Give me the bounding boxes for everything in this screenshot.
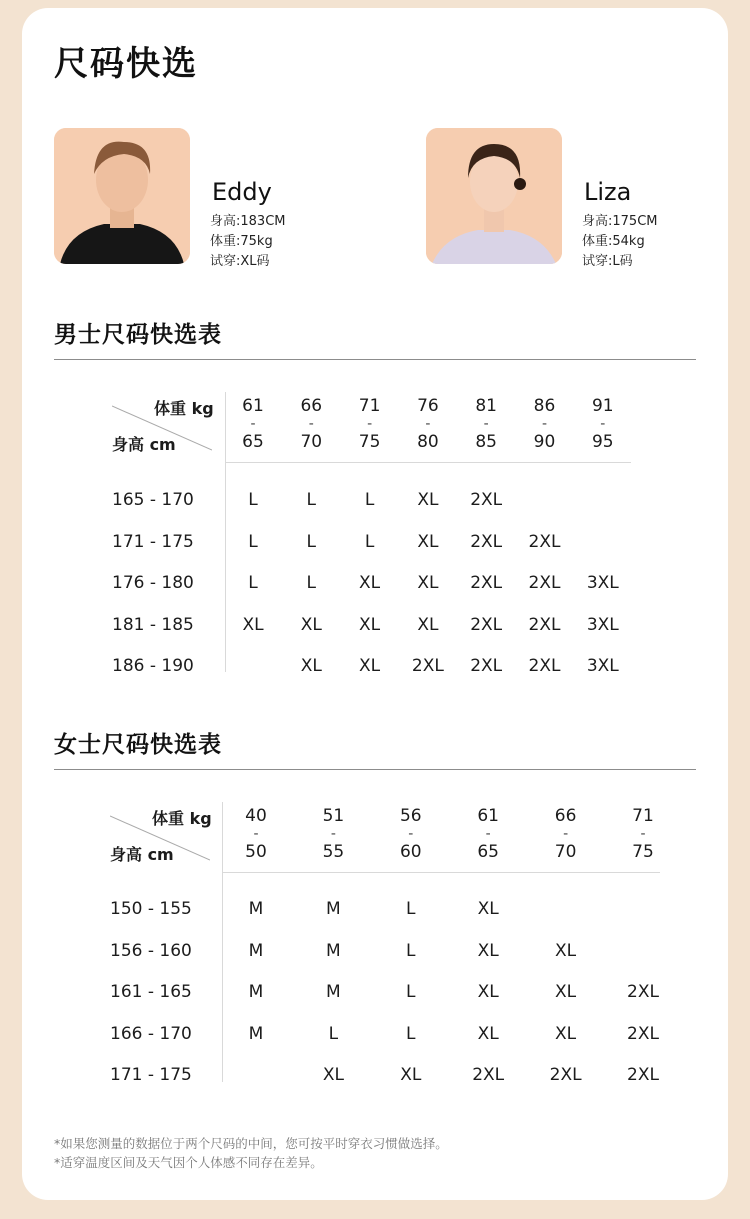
weight-range-to: 65 bbox=[242, 432, 264, 452]
height-range: 156 - 160 bbox=[110, 940, 192, 961]
table-vertical-divider bbox=[222, 802, 223, 1082]
size-cell: L bbox=[306, 531, 317, 552]
size-cell: XL bbox=[477, 899, 499, 919]
size-cell: L bbox=[248, 490, 258, 510]
weight-range-from: 40 bbox=[245, 806, 267, 826]
height-range: 176 - 180 bbox=[112, 573, 194, 594]
size-cell: M bbox=[248, 940, 264, 961]
model-name: Eddy bbox=[212, 178, 272, 206]
size-cell: L bbox=[306, 490, 317, 510]
size-cell: L bbox=[406, 940, 416, 961]
size-cell: XL bbox=[555, 940, 577, 961]
model-height: 身高:175CM bbox=[582, 214, 658, 229]
weight-range-dash: - bbox=[408, 826, 414, 842]
size-cell: 2XL bbox=[470, 614, 503, 635]
size-cell: 2XL bbox=[627, 1023, 659, 1044]
weight-range-from: 61 bbox=[242, 396, 264, 416]
size-cell: M bbox=[326, 982, 341, 1003]
size-cell: 2XL bbox=[549, 1065, 582, 1086]
size-cell: M bbox=[248, 982, 264, 1003]
men-section-divider bbox=[54, 359, 696, 360]
model-weight: 体重:75kg bbox=[210, 234, 273, 249]
size-cell: XL bbox=[417, 531, 439, 552]
size-cell: L bbox=[364, 531, 375, 552]
weight-axis-label: 体重 kg bbox=[152, 809, 212, 828]
weight-range-dash: - bbox=[425, 416, 431, 432]
weight-range-from: 56 bbox=[399, 806, 422, 826]
weight-range-to: 70 bbox=[300, 432, 323, 452]
size-cell: L bbox=[328, 1023, 339, 1044]
weight-range-dash: - bbox=[483, 416, 489, 432]
weight-range-to: 70 bbox=[554, 842, 577, 862]
size-cell: XL bbox=[359, 656, 381, 677]
footnote: *如果您测量的数据位于两个尺码的中间，您可按平时穿衣习惯做选择。 bbox=[54, 1136, 448, 1151]
weight-axis-label: 体重 kg bbox=[154, 399, 214, 418]
size-cell: M bbox=[326, 940, 341, 961]
height-range: 186 - 190 bbox=[112, 656, 194, 677]
size-cell: XL bbox=[417, 490, 439, 510]
table-vertical-divider bbox=[225, 392, 226, 672]
size-cell: XL bbox=[555, 1023, 577, 1044]
weight-range-dash: - bbox=[253, 826, 259, 842]
weight-range-dash: - bbox=[541, 416, 548, 432]
model-name: Liza bbox=[584, 178, 632, 206]
size-cell: XL bbox=[359, 614, 381, 635]
weight-range-from: 81 bbox=[475, 396, 498, 416]
footnote: *适穿温度区间及天气因个人体感不同存在差异。 bbox=[54, 1155, 323, 1170]
size-cell: 3XL bbox=[586, 656, 619, 677]
men-section-title: 男士尺码快选表 bbox=[54, 322, 222, 348]
size-cell: 2XL bbox=[470, 656, 503, 677]
size-cell: XL bbox=[555, 982, 577, 1003]
height-range: 165 - 170 bbox=[112, 490, 194, 510]
weight-range-to: 95 bbox=[591, 432, 614, 452]
weight-range-from: 66 bbox=[554, 806, 577, 826]
weight-range-to: 80 bbox=[417, 432, 439, 452]
weight-range-to: 90 bbox=[533, 432, 556, 452]
model-tried-size: 试穿:XL码 bbox=[210, 254, 270, 269]
size-cell: L bbox=[406, 899, 416, 919]
size-cell: 2XL bbox=[472, 1065, 505, 1086]
weight-range-to: 50 bbox=[245, 842, 267, 862]
weight-range-from: 86 bbox=[533, 396, 556, 416]
size-cell: 2XL bbox=[528, 573, 561, 594]
height-range: 171 - 175 bbox=[110, 1065, 192, 1086]
size-cell: XL bbox=[322, 1065, 344, 1086]
weight-range-dash: - bbox=[600, 416, 606, 432]
weight-range-to: 75 bbox=[358, 432, 381, 452]
height-axis-label: 身高 cm bbox=[110, 845, 174, 864]
model-photo-female bbox=[426, 128, 562, 264]
size-cell: XL bbox=[400, 1065, 422, 1086]
weight-range-from: 61 bbox=[477, 806, 500, 826]
size-cell: XL bbox=[417, 614, 439, 635]
size-cell: 2XL bbox=[470, 573, 503, 594]
size-cell: XL bbox=[300, 614, 322, 635]
size-cell: M bbox=[248, 899, 264, 919]
size-cell: L bbox=[364, 490, 375, 510]
size-cell: 3XL bbox=[586, 614, 619, 635]
weight-range-dash: - bbox=[367, 416, 373, 432]
model-weight: 体重:54kg bbox=[582, 234, 645, 249]
page-title: 尺码快选 bbox=[54, 44, 198, 84]
table-header-divider bbox=[225, 462, 631, 463]
size-cell: 2XL bbox=[470, 490, 503, 510]
women-section-divider bbox=[54, 769, 696, 770]
size-cell: 2XL bbox=[470, 531, 503, 552]
weight-range-to: 55 bbox=[322, 842, 345, 862]
weight-range-from: 71 bbox=[358, 396, 381, 416]
size-cell: XL bbox=[300, 656, 322, 677]
weight-range-dash: - bbox=[485, 826, 491, 842]
weight-range-to: 75 bbox=[632, 842, 654, 862]
weight-range-to: 60 bbox=[399, 842, 422, 862]
weight-range-dash: - bbox=[250, 416, 256, 432]
women-section-title: 女士尺码快选表 bbox=[54, 732, 222, 758]
size-cell: 3XL bbox=[586, 573, 619, 594]
height-range: 166 - 170 bbox=[110, 1023, 192, 1044]
footnotes bbox=[54, 1134, 448, 1172]
size-cell: XL bbox=[242, 614, 264, 635]
size-cell: M bbox=[248, 1023, 264, 1044]
weight-range-from: 76 bbox=[417, 396, 439, 416]
size-cell: M bbox=[326, 899, 341, 919]
model-tried-size: 试穿:L码 bbox=[582, 254, 633, 269]
weight-range-from: 51 bbox=[322, 806, 345, 826]
size-cell: XL bbox=[359, 573, 381, 594]
size-cell: XL bbox=[477, 1023, 499, 1044]
corner-diagonal bbox=[112, 400, 212, 452]
weight-range-dash: - bbox=[563, 826, 569, 842]
height-range: 181 - 185 bbox=[112, 614, 194, 635]
weight-range-to: 65 bbox=[477, 842, 500, 862]
size-cell: L bbox=[406, 982, 416, 1003]
size-cell: 2XL bbox=[627, 982, 659, 1003]
size-cell: 2XL bbox=[528, 656, 561, 677]
weight-range-from: 66 bbox=[300, 396, 323, 416]
weight-range-dash: - bbox=[640, 826, 646, 842]
weight-range-from: 71 bbox=[632, 806, 654, 826]
size-cell: 2XL bbox=[411, 656, 444, 677]
size-cell: L bbox=[248, 531, 258, 552]
height-range: 150 - 155 bbox=[110, 899, 192, 919]
size-cell: 2XL bbox=[528, 614, 561, 635]
height-axis-label: 身高 cm bbox=[112, 435, 176, 454]
height-range: 171 - 175 bbox=[112, 531, 194, 552]
size-cell: L bbox=[248, 573, 258, 594]
weight-range-from: 91 bbox=[591, 396, 614, 416]
size-cell: XL bbox=[417, 573, 439, 594]
weight-range-dash: - bbox=[308, 416, 314, 432]
height-range: 161 - 165 bbox=[110, 982, 192, 1003]
model-photo-male bbox=[54, 128, 190, 264]
table-header-divider bbox=[222, 872, 660, 873]
size-cell: 2XL bbox=[627, 1065, 659, 1086]
weight-range-dash: - bbox=[330, 826, 336, 842]
model-height: 身高:183CM bbox=[210, 214, 286, 229]
size-cell: XL bbox=[477, 982, 499, 1003]
weight-range-to: 85 bbox=[475, 432, 498, 452]
size-cell: L bbox=[306, 573, 317, 594]
size-cell: L bbox=[406, 1023, 416, 1044]
size-cell: 2XL bbox=[528, 531, 561, 552]
size-cell: XL bbox=[477, 940, 499, 961]
corner-diagonal bbox=[110, 810, 210, 862]
